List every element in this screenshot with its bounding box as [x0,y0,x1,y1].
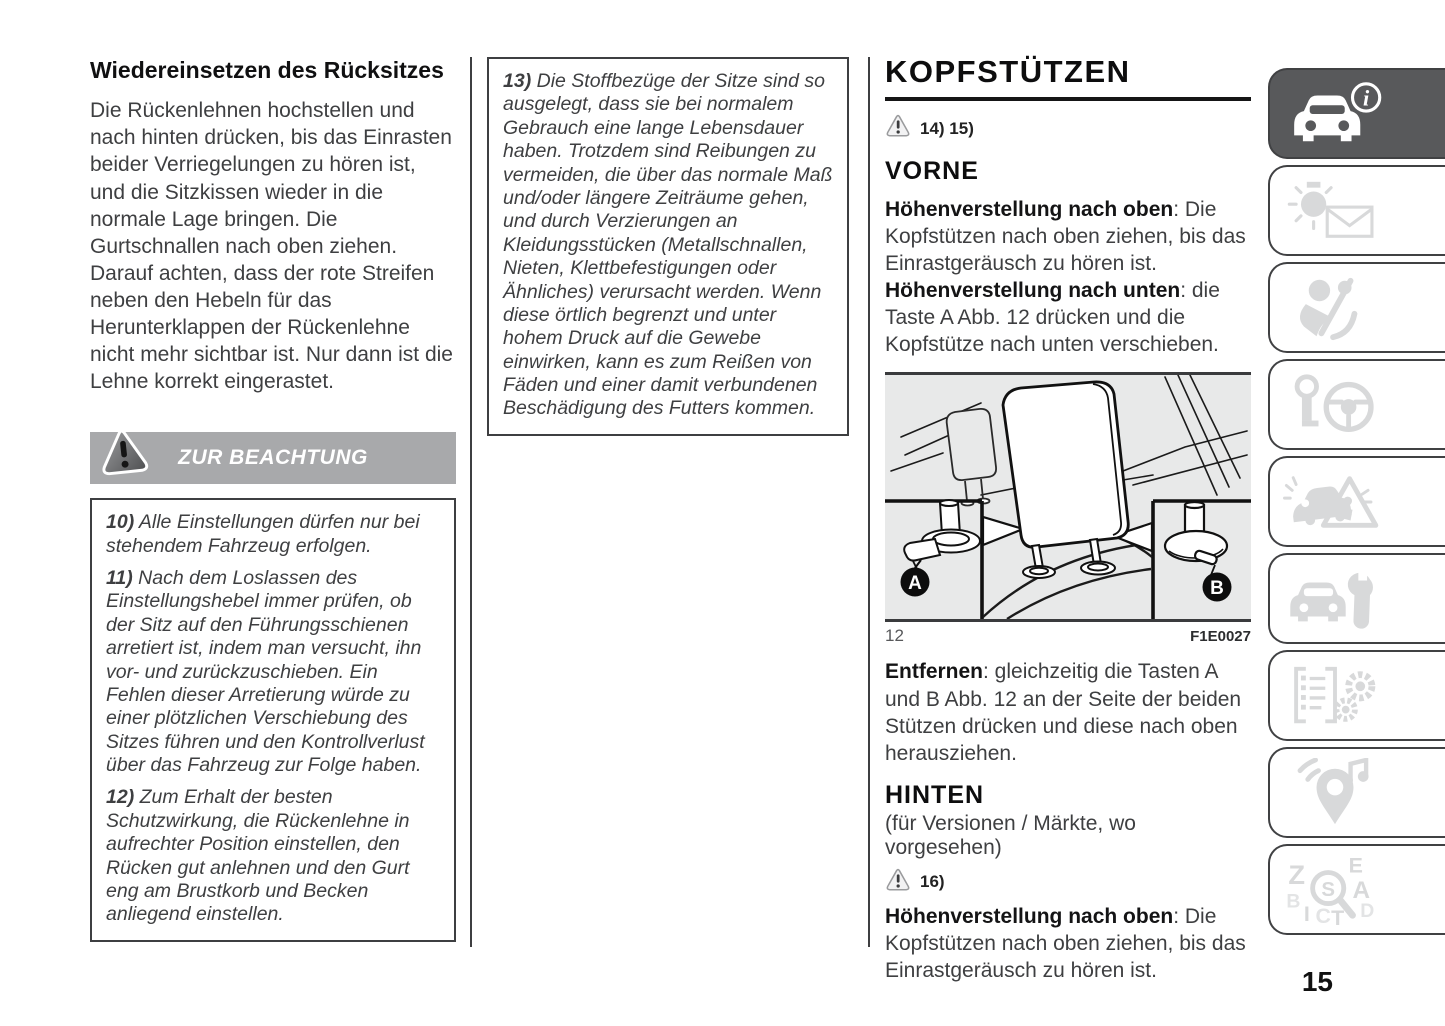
warning-note: 12) Zum Erhalt der besten Schutzwirkung, die Rückenlehne in aufrechter Position einstellen, den Rücken gut anlehnen und den Gurt eng am Brustkorb und Becken anliegend einstellen. [106,786,410,926]
figure-code: F1E0027 [1190,628,1251,646]
warning-banner [90,432,456,484]
tab-starting-and-driving[interactable] [1268,359,1445,450]
right-column [885,54,1251,984]
column-separator [470,57,472,947]
notice-box [487,57,849,436]
paragraph: Entfernen: gleichzeitig die Tasten A und B Abb. 12 an der Seite der beiden Stützen drücken und diese nach oben herausziehen. [885,660,1242,765]
subsection-subtitle: (für Versionen / Märkte, wo vorgesehen) [885,811,1136,859]
middle-column [487,57,849,436]
paragraph: Höhenverstellung nach oben: Die Kopfstützen nach oben ziehen, bis das Einrastgeräusch zu hören ist. [885,904,1246,982]
warning-note: 10) Alle Einstellungen dürfen nur bei stehendem Fahrzeug erfolgen. [106,511,420,557]
figure-number: 12 [885,626,904,646]
section-body: Die Rückenlehnen hochstellen und nach hinten drücken, bis das Einrasten beider Verriegelungen zu hören ist, und die Sitzkissen wieder in die normale Lage bringen. Die Gurtschnallen nach oben ziehen. Darauf achten, dass der rote Streifen neben den Hebeln für das Herunterklappen der Rückenlehne nicht mehr sichtbar ist. Nur dann ist die Lehne korrekt eingerastet. [90,99,453,394]
figure-caption [885,626,1251,646]
svg-text:T: T [1331,905,1345,925]
svg-text:S: S [1321,878,1336,901]
warning-reference: 16) [885,868,1251,897]
notice-note: 13) Die Stoffbezüge der Sitze sind so ausgelegt, dass sie bei normalem Gebrauch eine lange Lebensdauer haben. Trotzdem sind Reibungen zu vermeiden, die über das normale Maß und/oder längere Zeiträume gehen, und durch Verzierungen an Kleidungsstücken (Metallschnallen, Nieten, Klettbefestigungen oder Ähnliches) verursacht werden. Wenn diese örtlich begrenzt und unter hohem Druck auf die Gewebe einwirken, kann es zum Reißen von Fäden und einer damit verbundenen Beschädigung des Futters kommen. [503,70,833,420]
warning-notes-box [90,498,456,942]
svg-text:A: A [908,573,922,595]
small-warning-triangle-icon [885,868,911,897]
headrest-illustration [885,375,1251,619]
chapter-tab-bar [1268,68,1445,941]
svg-text:E: E [1348,854,1363,877]
paragraph: Höhenverstellung nach oben: Die Kopfstützen nach oben ziehen, bis das Einrastgeräusch zu hören ist. [885,198,1246,276]
svg-text:I: I [1303,901,1310,925]
letters-magnifier-icon [1283,855,1387,925]
warning-reference: 14) 15) [885,114,1251,143]
left-column [90,58,456,942]
chapter-heading: KOPFSTÜTZEN [885,54,1251,101]
warning-triangle-icon [95,425,153,487]
tab-multimedia[interactable] [1268,747,1445,838]
tab-service-and-maintenance[interactable] [1268,553,1445,644]
car-info-icon [1283,79,1387,149]
section-heading: Wiedereinsetzen des Rücksitzes [90,57,444,83]
headrest-figure [885,372,1251,622]
key-steering-wheel-icon [1283,370,1387,440]
tab-dashboard-and-messages[interactable] [1268,165,1445,256]
svg-text:B: B [1210,578,1224,600]
svg-text:C: C [1315,903,1331,925]
svg-text:A: A [1352,876,1371,904]
subsection-heading-hinten: HINTEN [885,780,985,809]
svg-text:B: B [1286,890,1301,912]
tab-vehicle-info[interactable] [1268,68,1445,159]
small-warning-triangle-icon [885,114,911,143]
svg-text:Z: Z [1288,858,1305,890]
paragraph: Höhenverstellung nach unten: die Taste A Abb. 12 drücken und die Kopfstütze nach unten verschieben. [885,279,1220,357]
column-separator [868,57,870,947]
warning-banner-label: ZUR BEACHTUNG [178,446,368,470]
warning-note: 11) Nach dem Loslassen des Einstellungshebel immer prüfen, ob der Sitz auf den Führungsschienen arretiert ist, indem man versucht, ihn vor- und zurückzuschieben. Ein Fehlen dieser Arretierung würde zu einer plötzlichen Verschiebung des Sitzes führen und den Kontrollverlust über das Fahrzeug zur Folge haben. [106,566,425,777]
subsection-heading-vorne: VORNE [885,157,979,185]
svg-text:D: D [1360,899,1375,922]
tab-safety[interactable] [1268,262,1445,353]
car-wrench-icon [1283,564,1387,634]
tab-technical-data[interactable] [1268,650,1445,741]
warning-light-mail-icon [1283,176,1387,246]
car-warning-triangle-icon [1283,467,1387,537]
page-number: 15 [1301,966,1333,997]
seatbelt-airbag-icon [1283,273,1387,343]
tab-emergency[interactable] [1268,456,1445,547]
tab-alphabetical-index[interactable] [1268,844,1445,935]
music-navigation-icon [1283,758,1387,828]
svg-text:i: i [1363,84,1370,110]
list-gears-icon [1283,661,1387,731]
